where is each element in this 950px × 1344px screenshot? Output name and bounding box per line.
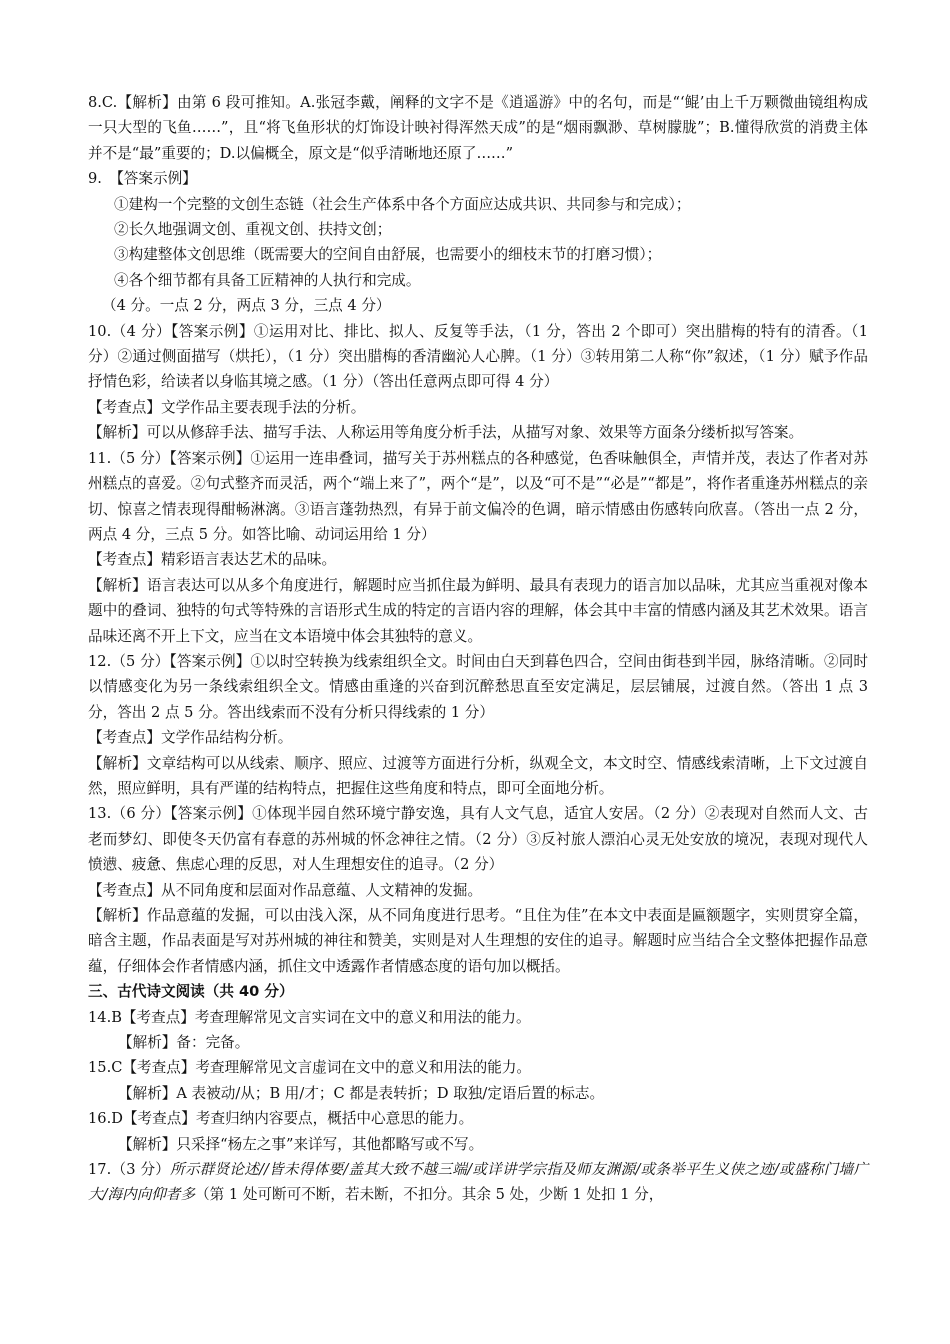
answer-12: 12.（5 分）【答案示例】①以时空转换为线索组织全文。时间由白天到暮色四合，空间由街巷到半园，脉络清晰。②同时以情感变化为另一条线索组织全文。情感由重逢的兴奋到沉醉愁思直至安定满足，层层铺展，过渡自然。（答出 1 点 3 分，答出 2 点 5 分。答出线索而不没有分析只得线索的 1 分）: [88, 652, 868, 721]
answer-9-scoring: （4 分。一点 2 分，两点 3 分，三点 4 分）: [102, 297, 391, 315]
answer-9-point-1: ①建构一个完整的文创生态链（社会生产体系中各个方面应达成共识、共同参与和完成）；: [114, 195, 691, 213]
answer-11: 11.（5 分）【答案示例】①运用一连串叠词，描写关于苏州糕点的各种感觉，色香味触俱全，声情并茂，表达了作者对苏州糕点的喜爱。②句式整齐而灵活，两个“端上来了”，两个“是”，以及“可不是”“必是”“都是”，将作者重逢苏州糕点的亲切、惊喜之情表现得酣畅淋漓。③语言蓬勃热烈，有异于前文偏冷的色调，暗示情感由伤感转向欣喜。（答出一点 2 分，两点 4 分，三点 5 分。如答比喻、动词运用给 1 分）: [88, 449, 868, 543]
answer-11-point: 【考查点】精彩语言表达艺术的品味。: [88, 551, 337, 569]
answer-15-analysis: 【解析】A 表被动/从；B 用/才；C 都是表转折；D 取独/定语后置的标志。: [118, 1084, 605, 1102]
answer-10: 10.（4 分）【答案示例】①运用对比、排比、拟人、反复等手法，（1 分，答出 2 个即可）突出腊梅的特有的清香。（1 分）②通过侧面描写（烘托），（1 分）突出腊梅的香清幽沁人心脾。（1 分）③转用第二人称“你”叙述，（1 分）赋予作品抒情色彩，给读者以身临其境之感。（1 分）（答出任意两点即可得 4 分）: [88, 322, 868, 391]
document-page: [88, 90, 868, 1208]
answer-13-analysis: 【解析】作品意蕴的发掘，可以由浅入深，从不同角度进行思考。“且住为佳”在本文中表面是匾额题字，实则贯穿全篇，暗含主题，作品表面是写对苏州城的神往和赞美，实则是对人生理想的安住的追寻。解题时应当结合全文整体把握作品意蕴，仔细体会作者情感内涵，抓住文中透露作者情感态度的语句加以概括。: [88, 907, 868, 975]
answer-17: [88, 1157, 868, 1208]
answer-12-analysis: 【解析】文章结构可以从线索、顺序、照应、过渡等方面进行分析，纵观全文，本文时空、情感线索清晰，上下文过渡自然，照应鲜明，具有严谨的结构特点，把握住这些角度和特点，即可全面地分析。: [88, 754, 868, 797]
answer-16: 16.D【考查点】考查归纳内容要点，概括中心意思的能力。: [88, 1110, 474, 1128]
answer-12-point: 【考查点】文学作品结构分析。: [88, 729, 293, 747]
answer-14-analysis: 【解析】备：完备。: [118, 1034, 250, 1052]
answer-9-point-2: ②长久地强调文创、重视文创、扶持文创；: [114, 221, 392, 239]
answer-15: 15.C【考查点】考查理解常见文言虚词在文中的意义和用法的能力。: [88, 1059, 532, 1077]
answer-8: 8.C.【解析】由第 6 段可推知。A.张冠李戴，阐释的文字不是《逍遥游》中的名句，而是“‘鲲’由上千万颗微曲镜组构成一只大型的飞鱼……”，且“将飞鱼形状的灯饰设计映衬得浑然天成”的是“烟雨飘渺、草树朦胧”；B.懂得欣赏的消费主体并不是“最”重要的；D.以偏概全，原文是“似乎清晰地还原了……”: [88, 94, 868, 162]
section-heading: 三、古代诗文阅读（共 40 分）: [88, 983, 294, 1001]
answer-9-point-3: ③构建整体文创思维（既需要大的空间自由舒展，也需要小的细枝末节的打磨习惯）；: [114, 246, 662, 264]
answer-17-scoring: （第 1 处可断可不断，若未断，不扣分。其余 5 处，少断 1 处扣 1 分，: [195, 1186, 664, 1204]
answer-10-analysis: 【解析】可以从修辞手法、描写手法、人称运用等角度分析手法，从描写对象、效果等方面条分缕析拟写答案。: [88, 424, 804, 442]
answer-9-title: 9. 【答案示例】: [88, 170, 197, 188]
answer-17-score: 17.（3 分）: [88, 1161, 171, 1179]
answer-11-analysis: 【解析】语言表达可以从多个角度进行，解题时应当抓住最为鲜明、最具有表现力的语言加以品味，尤其应当重视对像本题中的叠词、独特的句式等特殊的言语形式生成的特定的言语内容的理解，体会其中丰富的情感内涵及其艺术效果。语言品味还离不开上下文，应当在文本语境中体会其独特的意义。: [88, 576, 868, 645]
answer-10-point: 【考查点】文学作品主要表现手法的分析。: [88, 398, 366, 416]
answer-13: 13.（6 分）【答案示例】①体现半园自然环境宁静安逸，具有人文气息，适宜人安居。（2 分）②表现对自然而人文、古老而梦幻、即使冬天仍富有春意的苏州城的怀念神往之情。（2 分）③反衬旅人漂泊心灵无处安放的境况，表现对现代人愤懑、疲惫、焦虑心理的反思，对人生理想安住的追寻。（2 分）: [88, 805, 868, 874]
answer-16-analysis: 【解析】只采择“杨左之事”来详写，其他都略写或不写。: [118, 1135, 484, 1153]
answer-17-punctuation: 所示群贤论述//皆未得体要/盖其大致不越三端/或详讲学宗指及师友渊源/或条举平生义侠之迹/或盛称门墙广大/海内向仰者多: [88, 1161, 868, 1204]
answer-14: 14.B【考查点】考查理解常见文言实词在文中的意义和用法的能力。: [88, 1008, 531, 1026]
answer-13-point: 【考查点】从不同角度和层面对作品意蕴、人文精神的发掘。: [88, 881, 483, 899]
answer-9-point-4: ④各个细节都有具备工匠精神的人执行和完成。: [114, 271, 421, 289]
